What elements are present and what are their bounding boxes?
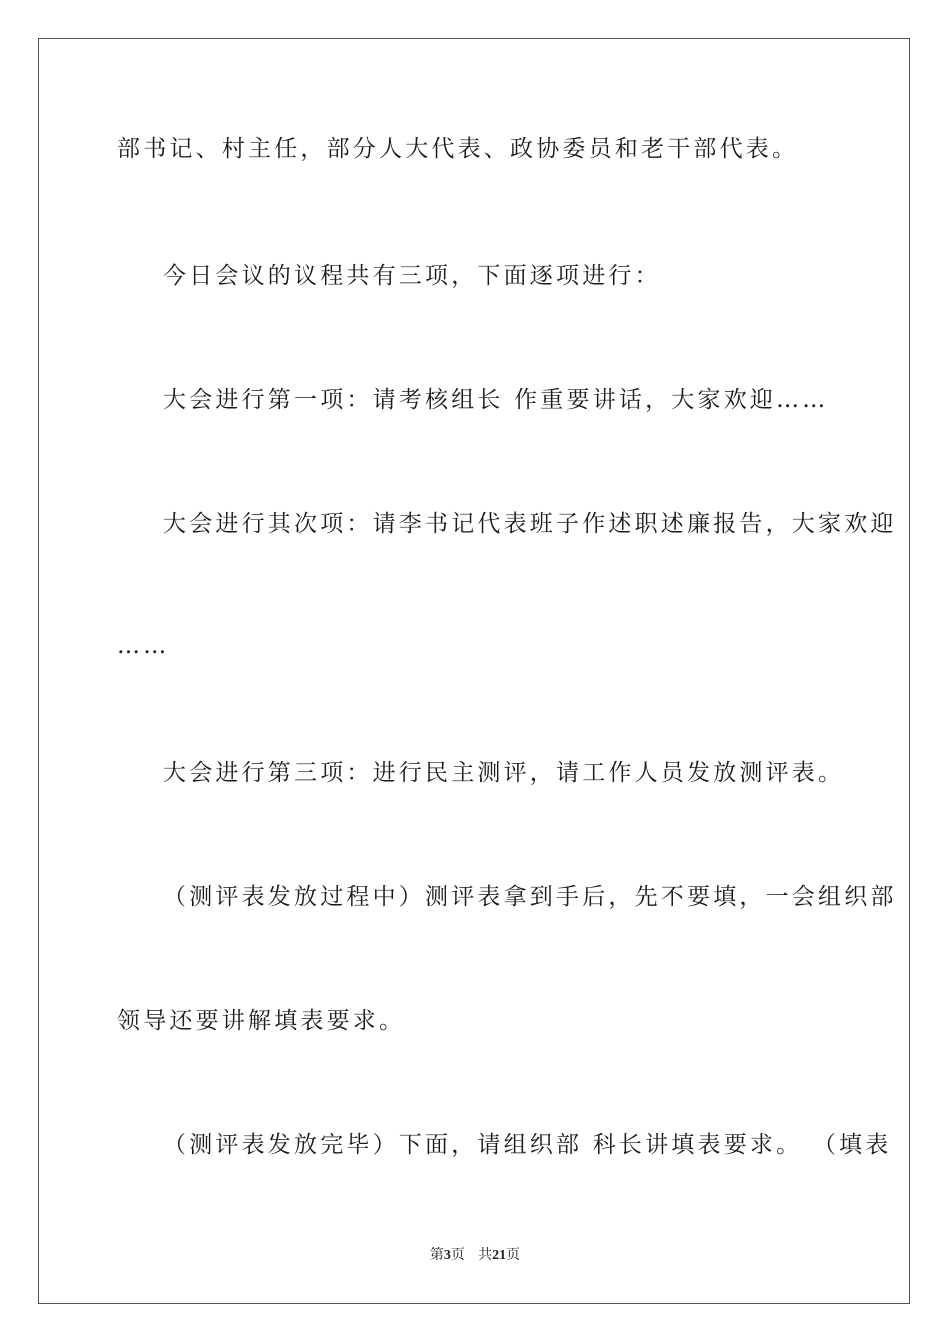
page-footer [0, 1246, 950, 1265]
paragraph-line-3: 大会进行第一项：请考核组长 作重要讲话，大家欢迎…… [163, 387, 829, 413]
page-border [38, 38, 910, 1304]
paragraph-line-6: 大会进行第三项：进行民主测评，请工作人员发放测评表。 [163, 760, 845, 786]
page-suffix: 页 [450, 1247, 465, 1263]
total-suffix: 页 [506, 1247, 521, 1263]
paragraph-line-2: 今日会议的议程共有三项，下面逐项进行： [163, 263, 661, 289]
page-total: 21 [492, 1248, 507, 1263]
paragraph-line-5: …… [117, 633, 170, 659]
paragraph-line-8: 领导还要讲解填表要求。 [117, 1008, 406, 1034]
page-prefix: 第 [429, 1247, 444, 1263]
paragraph-line-1: 部书记、村主任，部分人大代表、政协委员和老干部代表。 [117, 136, 799, 162]
paragraph-line-9: （测评表发放完毕）下面，请组织部 科长讲填表要求。 （填表 [163, 1132, 892, 1158]
paragraph-line-4: 大会进行其次项：请李书记代表班子作述职述廉报告，大家欢迎 [163, 511, 897, 537]
total-prefix: 共 [478, 1247, 493, 1263]
paragraph-line-7: （测评表发放过程中）测评表拿到手后，先不要填，一会组织部 [163, 884, 897, 910]
page-current: 3 [443, 1248, 451, 1263]
